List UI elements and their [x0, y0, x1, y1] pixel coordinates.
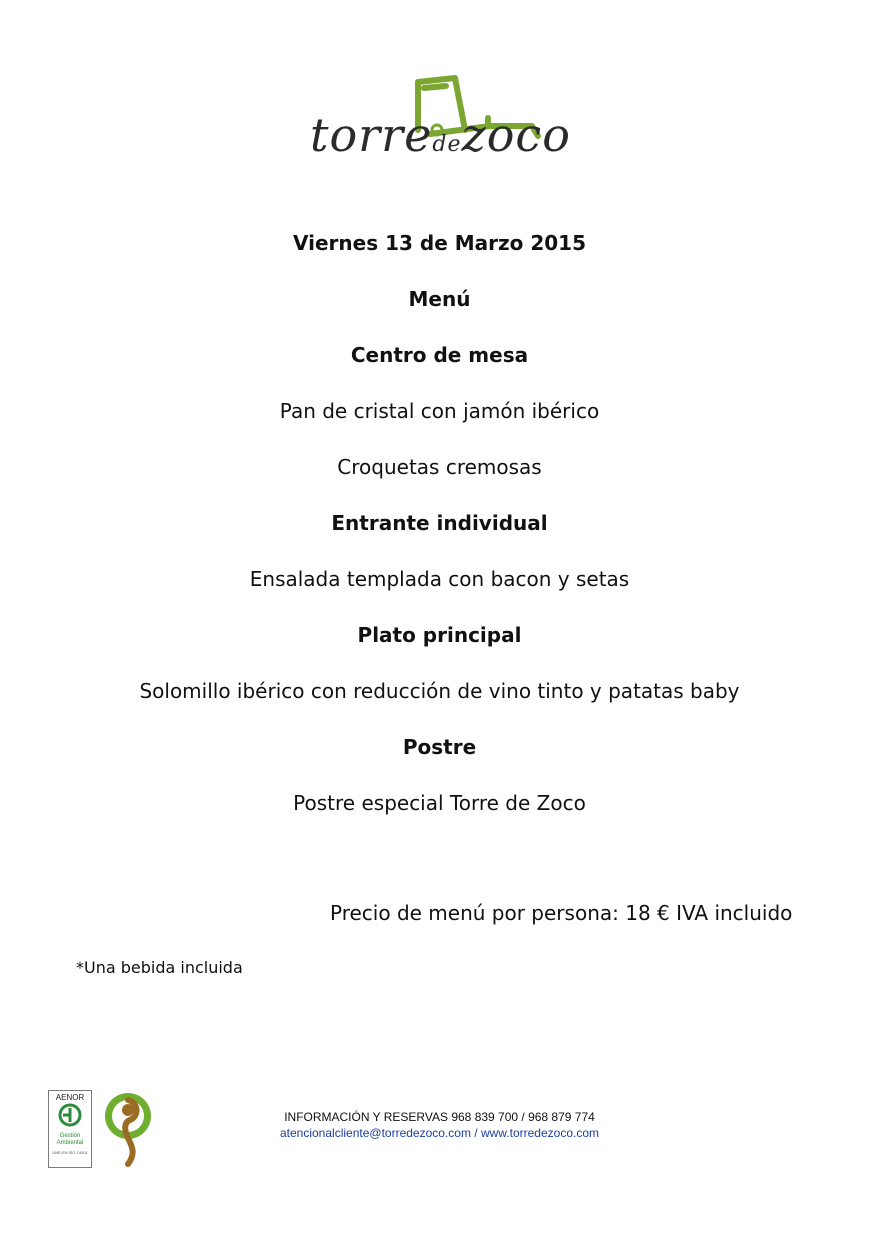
- footer-separator: /: [470, 1126, 481, 1140]
- drink-note: *Una bebida incluida: [76, 958, 243, 977]
- aenor-label-2: Ambiental: [56, 1140, 84, 1146]
- menu-date: Viernes 13 de Marzo 2015: [293, 231, 586, 255]
- menu-item: Ensalada templada con bacon y setas: [249, 567, 630, 591]
- section-heading-principal: Plato principal: [357, 623, 522, 647]
- menu-item: Postre especial Torre de Zoco: [293, 791, 586, 815]
- logo: [300, 68, 575, 178]
- footer-email-link[interactable]: atencionalcliente@torredezoco.com: [279, 1126, 471, 1140]
- section-heading-postre: Postre: [402, 735, 477, 759]
- section-heading-centro: Centro de mesa: [350, 343, 529, 367]
- logo-wordmark: torredezoco: [310, 108, 571, 162]
- aenor-cert: UNE-EN ISO 14001: [52, 1150, 88, 1155]
- aenor-label-1: Gestión: [59, 1133, 81, 1139]
- menu-price: Precio de menú por persona: 18 € IVA incluido: [330, 901, 793, 925]
- footer-info: INFORMACIÓN Y RESERVAS 968 839 700 / 968 879 774: [284, 1110, 595, 1124]
- menu-item: Pan de cristal con jamón ibérico: [279, 399, 600, 423]
- menu-item: Solomillo ibérico con reducción de vino tinto y patatas baby: [139, 679, 740, 703]
- footer-website-link[interactable]: www.torredezoco.com: [480, 1126, 599, 1140]
- aenor-title: AENOR: [55, 1093, 85, 1102]
- section-heading-entrante: Entrante individual: [331, 511, 548, 535]
- menu-item: Croquetas cremosas: [337, 455, 542, 479]
- menu-title: Menú: [408, 287, 471, 311]
- footer-contact: [0, 1126, 879, 1140]
